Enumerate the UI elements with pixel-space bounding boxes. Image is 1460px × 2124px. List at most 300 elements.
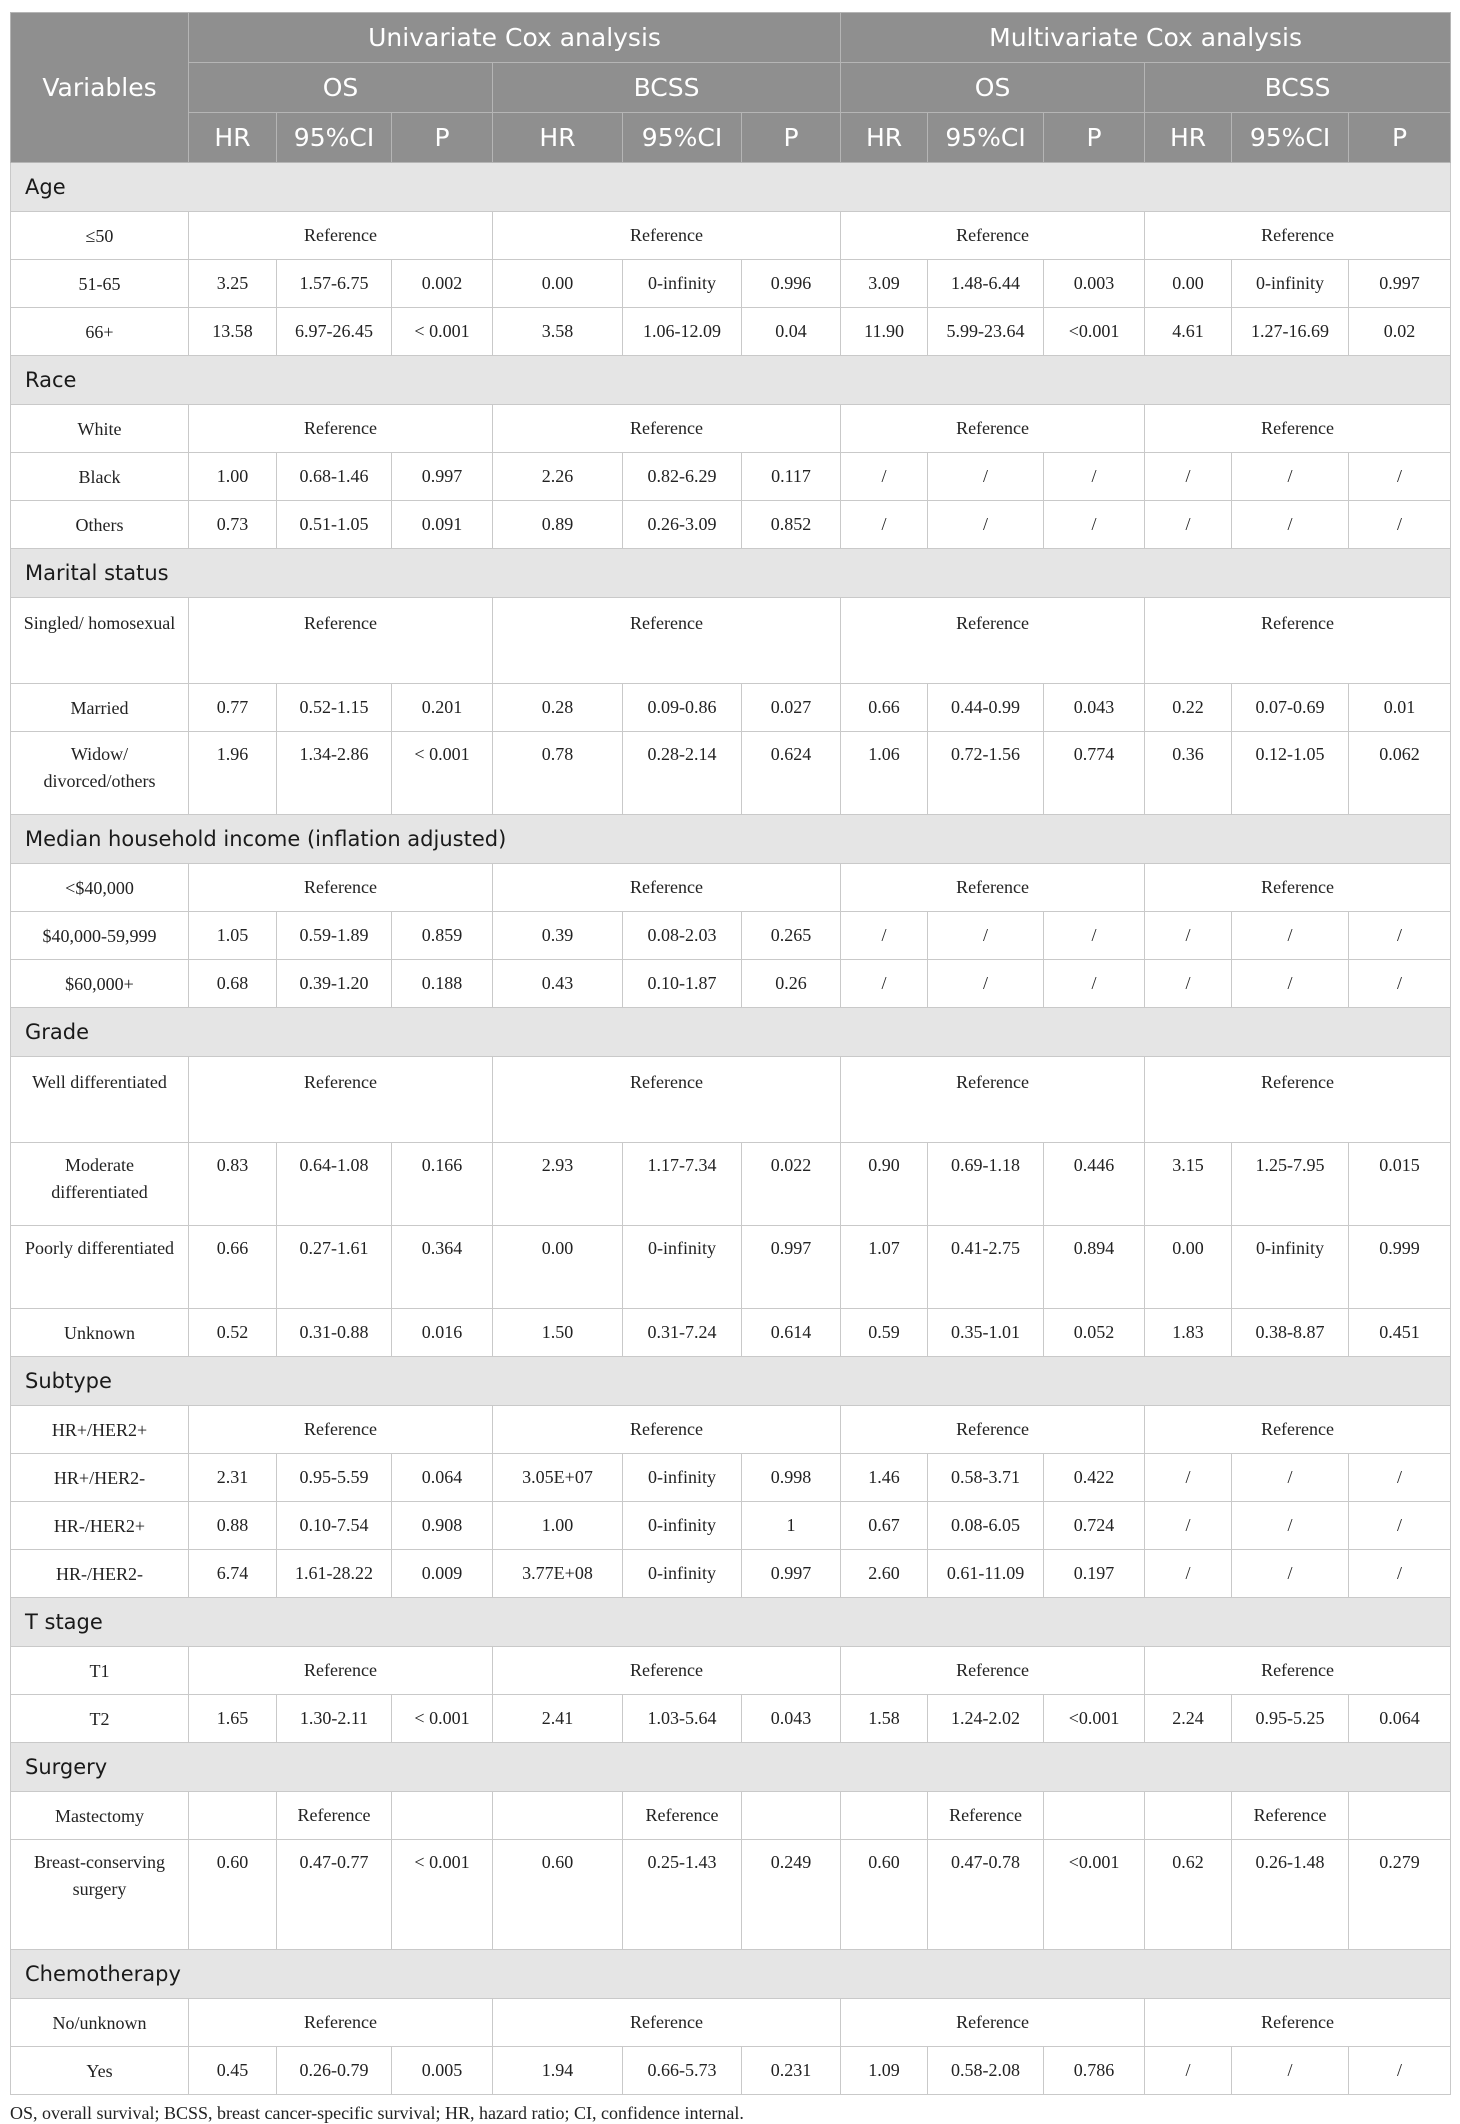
reference-cell: Reference <box>189 1999 493 2047</box>
section-row <box>11 549 1451 598</box>
hr-value: 0.00 <box>1145 260 1232 308</box>
ci-value: 0.10-7.54 <box>277 1502 392 1550</box>
hr-value: 0.62 <box>1145 1840 1232 1950</box>
table-row <box>11 405 1451 453</box>
reference-cell: Reference <box>928 1792 1044 1840</box>
p-value: 0.997 <box>742 1226 841 1309</box>
empty-cell <box>189 1792 277 1840</box>
hr-value: 1.94 <box>493 2047 623 2095</box>
ci-value: 0.47-0.77 <box>277 1840 392 1950</box>
hr-value: / <box>841 960 928 1008</box>
ci-value: 1.25-7.95 <box>1232 1143 1349 1226</box>
reference-cell: Reference <box>1145 1057 1451 1143</box>
ci-value: / <box>1232 1502 1349 1550</box>
row-label: $40,000-59,999 <box>11 912 189 960</box>
hr-value: 1.50 <box>493 1309 623 1357</box>
p-value: 0.002 <box>392 260 493 308</box>
table-row <box>11 1792 1451 1840</box>
table-body <box>11 163 1451 2095</box>
hr-value: / <box>1145 960 1232 1008</box>
table-row <box>11 1840 1451 1950</box>
p-value: 0.003 <box>1044 260 1145 308</box>
ci-value: 1.57-6.75 <box>277 260 392 308</box>
hr-value: 0.89 <box>493 501 623 549</box>
p-value: / <box>1044 912 1145 960</box>
section-title: Surgery <box>11 1743 1451 1792</box>
row-label: Moderate differentiated <box>11 1143 189 1226</box>
ci-value: 1.17-7.34 <box>623 1143 742 1226</box>
table-row <box>11 1999 1451 2047</box>
p-value: 0.724 <box>1044 1502 1145 1550</box>
table-row <box>11 684 1451 732</box>
p-value: 0.624 <box>742 732 841 815</box>
reference-cell: Reference <box>1145 1647 1451 1695</box>
ci-value: 0.28-2.14 <box>623 732 742 815</box>
p-value: 0.009 <box>392 1550 493 1598</box>
ci-value: 1.27-16.69 <box>1232 308 1349 356</box>
cox-table-container <box>10 12 1450 2124</box>
hr-value: 1.06 <box>841 732 928 815</box>
hr-value: 0.28 <box>493 684 623 732</box>
ci-value: 5.99-23.64 <box>928 308 1044 356</box>
ci-value: 0-infinity <box>623 1550 742 1598</box>
ci-value: / <box>928 960 1044 1008</box>
row-label: Singled/ homosexual <box>11 598 189 684</box>
ci-value: 0.61-11.09 <box>928 1550 1044 1598</box>
ci-value: 0.52-1.15 <box>277 684 392 732</box>
hr-value: 0.77 <box>189 684 277 732</box>
reference-cell: Reference <box>841 1999 1145 2047</box>
ci-value: 0.44-0.99 <box>928 684 1044 732</box>
p-value: 0.02 <box>1349 308 1451 356</box>
p-value: 0.043 <box>1044 684 1145 732</box>
reference-cell: Reference <box>493 1406 841 1454</box>
empty-cell <box>841 1792 928 1840</box>
hr-value: 0.67 <box>841 1502 928 1550</box>
hr-header: HR <box>1145 113 1232 163</box>
hr-header: HR <box>841 113 928 163</box>
section-title: Median household income (inflation adjusted) <box>11 815 1451 864</box>
ci-value: 0-infinity <box>1232 260 1349 308</box>
p-value: 0.052 <box>1044 1309 1145 1357</box>
ci-value: 1.24-2.02 <box>928 1695 1044 1743</box>
hr-value: 2.24 <box>1145 1695 1232 1743</box>
hr-value: 0.66 <box>841 684 928 732</box>
p-header: P <box>1044 113 1145 163</box>
p-value: / <box>1349 960 1451 1008</box>
p-value: <0.001 <box>1044 1695 1145 1743</box>
ci-value: 0.31-7.24 <box>623 1309 742 1357</box>
section-title: Subtype <box>11 1357 1451 1406</box>
hr-value: 2.41 <box>493 1695 623 1743</box>
hr-value: / <box>1145 2047 1232 2095</box>
hr-value: / <box>1145 1454 1232 1502</box>
reference-cell: Reference <box>841 1647 1145 1695</box>
p-header: P <box>1349 113 1451 163</box>
ci-value: 0.58-3.71 <box>928 1454 1044 1502</box>
ci-value: 0.26-0.79 <box>277 2047 392 2095</box>
table-row <box>11 260 1451 308</box>
ci-value: / <box>1232 960 1349 1008</box>
ci-value: 0.66-5.73 <box>623 2047 742 2095</box>
p-value: 0.197 <box>1044 1550 1145 1598</box>
ci-value: 0.72-1.56 <box>928 732 1044 815</box>
table-footnote: OS, overall survival; BCSS, breast cancer-specific survival; HR, hazard ratio; CI, confidence internal. <box>10 2103 744 2123</box>
hr-value: 6.74 <box>189 1550 277 1598</box>
p-value: / <box>1349 453 1451 501</box>
hr-value: 3.25 <box>189 260 277 308</box>
empty-cell <box>1145 1792 1232 1840</box>
row-label: HR+/HER2- <box>11 1454 189 1502</box>
ci-value: 0.51-1.05 <box>277 501 392 549</box>
hr-value: 0.60 <box>493 1840 623 1950</box>
ci-value: 0.25-1.43 <box>623 1840 742 1950</box>
p-value: 0.022 <box>742 1143 841 1226</box>
hr-value: 1.00 <box>189 453 277 501</box>
row-label: 51-65 <box>11 260 189 308</box>
ci-value: 0-infinity <box>623 260 742 308</box>
row-label: Unknown <box>11 1309 189 1357</box>
section-row <box>11 1950 1451 1999</box>
p-value: 0.015 <box>1349 1143 1451 1226</box>
ci-header: 95%CI <box>623 113 742 163</box>
p-value: 0.997 <box>742 1550 841 1598</box>
reference-cell: Reference <box>189 864 493 912</box>
hr-value: 0.43 <box>493 960 623 1008</box>
section-row <box>11 356 1451 405</box>
row-label: Married <box>11 684 189 732</box>
ci-value: 0-infinity <box>1232 1226 1349 1309</box>
uni-bcss-header: BCSS <box>493 63 841 113</box>
ci-value: 0.95-5.59 <box>277 1454 392 1502</box>
p-value: / <box>1349 1550 1451 1598</box>
ci-value: 0.58-2.08 <box>928 2047 1044 2095</box>
hr-value: 3.77E+08 <box>493 1550 623 1598</box>
reference-cell: Reference <box>277 1792 392 1840</box>
table-row <box>11 960 1451 1008</box>
table-row <box>11 308 1451 356</box>
table-row <box>11 864 1451 912</box>
table-row <box>11 1550 1451 1598</box>
table-row <box>11 1406 1451 1454</box>
ci-value: 0.08-6.05 <box>928 1502 1044 1550</box>
table-row <box>11 1647 1451 1695</box>
p-value: < 0.001 <box>392 308 493 356</box>
p-value: 0.997 <box>1349 260 1451 308</box>
multi-os-header: OS <box>841 63 1145 113</box>
reference-cell: Reference <box>1145 1999 1451 2047</box>
hr-value: 1.07 <box>841 1226 928 1309</box>
hr-value: 2.93 <box>493 1143 623 1226</box>
p-value: 0.996 <box>742 260 841 308</box>
hr-value: 1.65 <box>189 1695 277 1743</box>
reference-cell: Reference <box>493 405 841 453</box>
p-value: 0.091 <box>392 501 493 549</box>
section-title: Grade <box>11 1008 1451 1057</box>
table-row <box>11 2047 1451 2095</box>
p-value: 0.614 <box>742 1309 841 1357</box>
row-label: ≤50 <box>11 212 189 260</box>
section-row <box>11 1598 1451 1647</box>
variables-header: Variables <box>11 13 189 163</box>
ci-value: 0.69-1.18 <box>928 1143 1044 1226</box>
ci-value: / <box>928 501 1044 549</box>
row-label: T1 <box>11 1647 189 1695</box>
reference-cell: Reference <box>493 1647 841 1695</box>
p-value: 0.265 <box>742 912 841 960</box>
empty-cell <box>493 1792 623 1840</box>
cox-analysis-table <box>10 12 1451 2095</box>
hr-value: 11.90 <box>841 308 928 356</box>
hr-header: HR <box>493 113 623 163</box>
row-label: <$40,000 <box>11 864 189 912</box>
table-row <box>11 1309 1451 1357</box>
p-value: / <box>1349 501 1451 549</box>
ci-value: 0.10-1.87 <box>623 960 742 1008</box>
p-value: 0.027 <box>742 684 841 732</box>
ci-value: 1.34-2.86 <box>277 732 392 815</box>
reference-cell: Reference <box>493 864 841 912</box>
row-label: Widow/ divorced/others <box>11 732 189 815</box>
row-label: $60,000+ <box>11 960 189 1008</box>
reference-cell: Reference <box>1145 1406 1451 1454</box>
p-value: 0.279 <box>1349 1840 1451 1950</box>
table-row <box>11 598 1451 684</box>
p-value: < 0.001 <box>392 1840 493 1950</box>
table-row <box>11 912 1451 960</box>
uni-os-header: OS <box>189 63 493 113</box>
p-value: 0.117 <box>742 453 841 501</box>
p-value: 0.043 <box>742 1695 841 1743</box>
ci-value: / <box>1232 2047 1349 2095</box>
empty-cell <box>1044 1792 1145 1840</box>
p-value: 0.249 <box>742 1840 841 1950</box>
hr-value: 0.66 <box>189 1226 277 1309</box>
p-value: 0.422 <box>1044 1454 1145 1502</box>
table-row <box>11 732 1451 815</box>
table-row <box>11 1057 1451 1143</box>
p-value: 0.231 <box>742 2047 841 2095</box>
hr-value: / <box>1145 501 1232 549</box>
section-row <box>11 1743 1451 1792</box>
hr-value: 0.36 <box>1145 732 1232 815</box>
row-label: Yes <box>11 2047 189 2095</box>
reference-cell: Reference <box>841 864 1145 912</box>
table-row <box>11 1502 1451 1550</box>
ci-value: 0.38-8.87 <box>1232 1309 1349 1357</box>
p-value: 0.852 <box>742 501 841 549</box>
row-label: HR+/HER2+ <box>11 1406 189 1454</box>
reference-cell: Reference <box>493 598 841 684</box>
multivariate-header: Multivariate Cox analysis <box>841 13 1451 63</box>
p-value: 0.188 <box>392 960 493 1008</box>
p-value: 0.364 <box>392 1226 493 1309</box>
ci-header: 95%CI <box>928 113 1044 163</box>
section-title: Age <box>11 163 1451 212</box>
ci-value: 0.27-1.61 <box>277 1226 392 1309</box>
hr-value: / <box>841 501 928 549</box>
ci-value: 0.59-1.89 <box>277 912 392 960</box>
reference-cell: Reference <box>841 212 1145 260</box>
ci-value: 0.39-1.20 <box>277 960 392 1008</box>
hr-value: 1.96 <box>189 732 277 815</box>
reference-cell: Reference <box>493 212 841 260</box>
p-value: / <box>1044 501 1145 549</box>
hr-value: 1.58 <box>841 1695 928 1743</box>
reference-cell: Reference <box>189 212 493 260</box>
ci-value: 0.95-5.25 <box>1232 1695 1349 1743</box>
section-title: T stage <box>11 1598 1451 1647</box>
p-value: 0.26 <box>742 960 841 1008</box>
ci-value: 6.97-26.45 <box>277 308 392 356</box>
p-value: 0.774 <box>1044 732 1145 815</box>
hr-value: / <box>1145 453 1232 501</box>
hr-value: 0.00 <box>493 260 623 308</box>
ci-header: 95%CI <box>277 113 392 163</box>
hr-value: 0.88 <box>189 1502 277 1550</box>
hr-value: 2.60 <box>841 1550 928 1598</box>
row-label: White <box>11 405 189 453</box>
reference-cell: Reference <box>1145 405 1451 453</box>
section-title: Race <box>11 356 1451 405</box>
reference-cell: Reference <box>189 1057 493 1143</box>
reference-cell: Reference <box>189 405 493 453</box>
table-header <box>11 13 1451 163</box>
hr-value: 0.78 <box>493 732 623 815</box>
p-value: 0.166 <box>392 1143 493 1226</box>
row-label: HR-/HER2+ <box>11 1502 189 1550</box>
hr-value: / <box>841 453 928 501</box>
section-title: Marital status <box>11 549 1451 598</box>
p-value: 0.451 <box>1349 1309 1451 1357</box>
ci-value: 0.26-3.09 <box>623 501 742 549</box>
ci-value: 0.41-2.75 <box>928 1226 1044 1309</box>
ci-value: 1.30-2.11 <box>277 1695 392 1743</box>
p-value: 0.998 <box>742 1454 841 1502</box>
p-value: 0.201 <box>392 684 493 732</box>
reference-cell: Reference <box>493 1999 841 2047</box>
reference-cell: Reference <box>623 1792 742 1840</box>
ci-value: / <box>928 912 1044 960</box>
reference-cell: Reference <box>841 1057 1145 1143</box>
row-label: Others <box>11 501 189 549</box>
p-value: 0.908 <box>392 1502 493 1550</box>
ci-value: 0.26-1.48 <box>1232 1840 1349 1950</box>
hr-value: 0.83 <box>189 1143 277 1226</box>
ci-value: 0.31-0.88 <box>277 1309 392 1357</box>
row-label: Well differentiated <box>11 1057 189 1143</box>
p-value: 0.894 <box>1044 1226 1145 1309</box>
p-value: / <box>1349 2047 1451 2095</box>
ci-value: 1.06-12.09 <box>623 308 742 356</box>
p-header: P <box>392 113 493 163</box>
ci-value: 0.47-0.78 <box>928 1840 1044 1950</box>
hr-value: 1.00 <box>493 1502 623 1550</box>
p-value: 0.016 <box>392 1309 493 1357</box>
row-label: HR-/HER2- <box>11 1550 189 1598</box>
hr-value: 0.00 <box>1145 1226 1232 1309</box>
p-value: / <box>1349 1454 1451 1502</box>
ci-value: / <box>1232 912 1349 960</box>
p-header: P <box>742 113 841 163</box>
ci-value: 0.64-1.08 <box>277 1143 392 1226</box>
ci-value: / <box>928 453 1044 501</box>
hr-value: 3.09 <box>841 260 928 308</box>
section-row <box>11 1008 1451 1057</box>
p-value: 0.005 <box>392 2047 493 2095</box>
p-value: / <box>1044 453 1145 501</box>
hr-value: 0.22 <box>1145 684 1232 732</box>
ci-value: 0.35-1.01 <box>928 1309 1044 1357</box>
reference-cell: Reference <box>493 1057 841 1143</box>
hr-value: 0.73 <box>189 501 277 549</box>
ci-value: / <box>1232 1454 1349 1502</box>
empty-cell <box>392 1792 493 1840</box>
hr-value: / <box>841 912 928 960</box>
p-value: < 0.001 <box>392 732 493 815</box>
reference-cell: Reference <box>189 1406 493 1454</box>
ci-value: 0.09-0.86 <box>623 684 742 732</box>
reference-cell: Reference <box>189 598 493 684</box>
section-row <box>11 1357 1451 1406</box>
reference-cell: Reference <box>1145 864 1451 912</box>
p-value: 0.999 <box>1349 1226 1451 1309</box>
hr-value: 13.58 <box>189 308 277 356</box>
hr-value: 0.00 <box>493 1226 623 1309</box>
p-value: 0.786 <box>1044 2047 1145 2095</box>
hr-value: 1.83 <box>1145 1309 1232 1357</box>
ci-header: 95%CI <box>1232 113 1349 163</box>
table-row <box>11 1454 1451 1502</box>
p-value: 0.04 <box>742 308 841 356</box>
table-row <box>11 1226 1451 1309</box>
row-label: T2 <box>11 1695 189 1743</box>
table-row <box>11 501 1451 549</box>
row-label: 66+ <box>11 308 189 356</box>
hr-value: 0.59 <box>841 1309 928 1357</box>
hr-value: 0.39 <box>493 912 623 960</box>
row-label: Black <box>11 453 189 501</box>
p-value: 0.997 <box>392 453 493 501</box>
section-row <box>11 163 1451 212</box>
p-value: / <box>1349 912 1451 960</box>
p-value: 0.064 <box>392 1454 493 1502</box>
ci-value: 0.82-6.29 <box>623 453 742 501</box>
ci-value: 0.08-2.03 <box>623 912 742 960</box>
hr-value: 1.05 <box>189 912 277 960</box>
reference-cell: Reference <box>1145 598 1451 684</box>
hr-value: 3.05E+07 <box>493 1454 623 1502</box>
p-value: 0.446 <box>1044 1143 1145 1226</box>
hr-value: 2.31 <box>189 1454 277 1502</box>
ci-value: 0.12-1.05 <box>1232 732 1349 815</box>
row-label: Breast-conserving surgery <box>11 1840 189 1950</box>
reference-cell: Reference <box>841 598 1145 684</box>
hr-value: 0.45 <box>189 2047 277 2095</box>
ci-value: 0-infinity <box>623 1502 742 1550</box>
p-value: <0.001 <box>1044 308 1145 356</box>
row-label: Poorly differentiated <box>11 1226 189 1309</box>
reference-cell: Reference <box>1145 212 1451 260</box>
row-label: Mastectomy <box>11 1792 189 1840</box>
reference-cell: Reference <box>841 1406 1145 1454</box>
hr-value: 0.60 <box>841 1840 928 1950</box>
hr-value: 2.26 <box>493 453 623 501</box>
univariate-header: Univariate Cox analysis <box>189 13 841 63</box>
ci-value: 0-infinity <box>623 1226 742 1309</box>
ci-value: 1.61-28.22 <box>277 1550 392 1598</box>
ci-value: 0.07-0.69 <box>1232 684 1349 732</box>
